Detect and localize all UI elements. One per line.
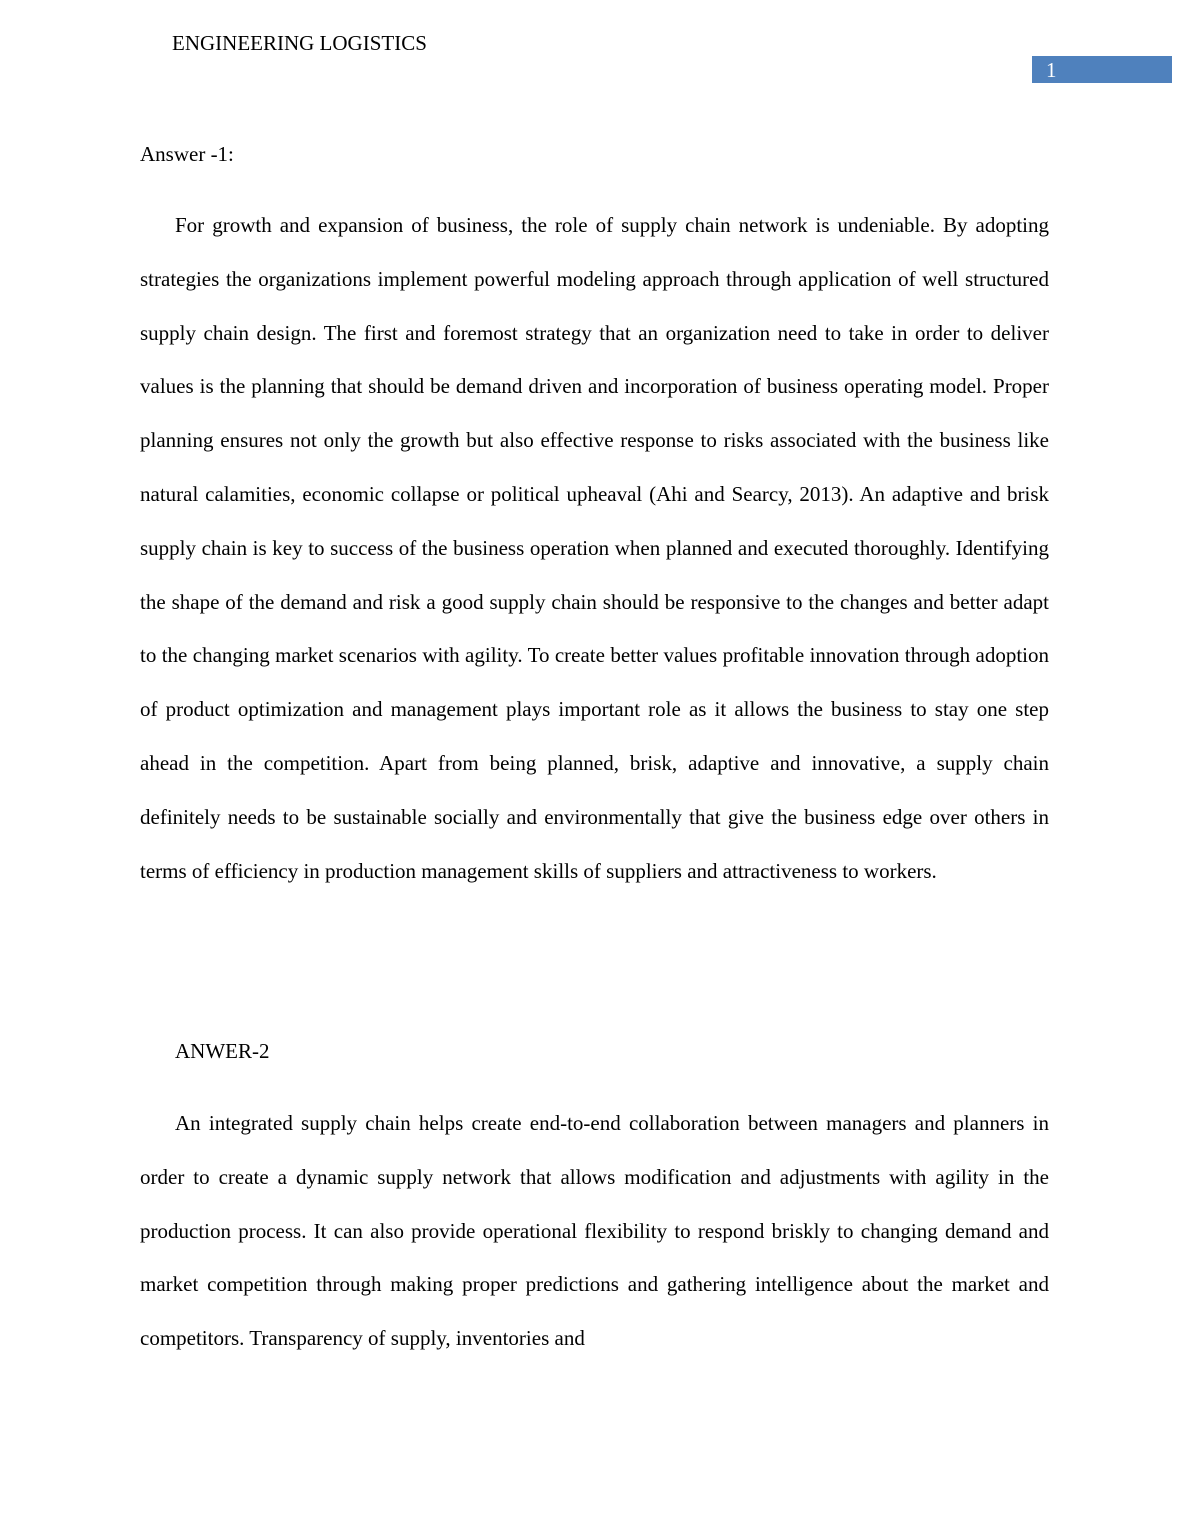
section-heading-answer-2: ANWER-2 xyxy=(175,1039,270,1063)
body-paragraph-answer-1: For growth and expansion of business, the role of supply chain network is undeniable. By adopting strategies the organizations implement powerful modeling approach through application of well structured supply chain design. The first and foremost strategy that an organization need to take in order to deliver values is the planning that should be demand driven and incorporation of business operating model. Proper planning ensures not only the growth but also effective response to risks associated with the business like natural calamities, economic collapse or political upheaval (Ahi and Searcy, 2013). An adaptive and brisk supply chain is key to success of the business operation when planned and executed thoroughly. Identifying the shape of the demand and risk a good supply chain should be responsive to the changes and better adapt to the changing market scenarios with agility. To create better values profitable innovation through adoption of product optimization and management plays important role as it allows the business to stay one step ahead in the competition. Apart from being planned, brisk, adaptive and innovative, a supply chain definitely needs to be sustainable socially and environmentally that give the business edge over others in terms of efficiency in production management skills of suppliers and attractiveness to workers. xyxy=(140,213,1049,883)
page-number: 1 xyxy=(1046,58,1057,82)
running-head: ENGINEERING LOGISTICS xyxy=(172,31,427,55)
section-heading-answer-1: Answer -1: xyxy=(140,142,234,166)
page-number-box xyxy=(1032,56,1172,83)
body-paragraph-answer-2: An integrated supply chain helps create end-to-end collaboration between managers and planners in order to create a dynamic supply network that allows modification and adjustments with agility in the production process. It can also provide operational flexibility to respond briskly to changing demand and market competition through making proper predictions and gathering intelligence about the market and competitors. Transparency of supply, inventories and xyxy=(140,1111,1049,1351)
